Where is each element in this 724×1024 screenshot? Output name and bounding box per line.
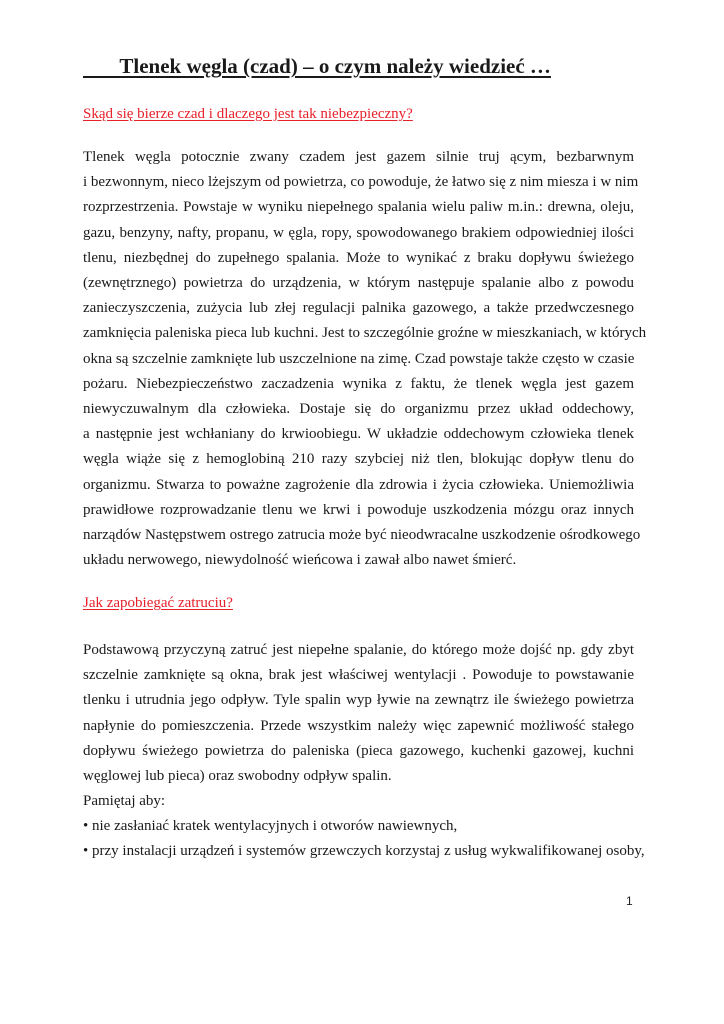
text-line: układu nerwowego, niewydolność wieńcowa i zawał albo nawet śmierć.: [83, 552, 517, 569]
text-line: a następnie jest wchłaniany do krwioobiegu. W układzie oddechowym człowieka tlenek: [83, 426, 634, 443]
text-line: dopływu świeżego powietrza do paleniska (pieca gazowego, kuchenki gazowej, kuchni: [83, 742, 634, 759]
text-line: rozprzestrzenia. Powstaje w wyniku niepełnego spalania wielu paliw m.in.: drewna, oleju,: [83, 199, 634, 216]
text-line: zanieczyszczenia, zużycia lub złej regulacji palnika gazowego, a także przedwczesnego: [83, 300, 634, 317]
paragraph-prevention: [83, 638, 634, 789]
bullet-item: • nie zasłaniać kratek wentylacyjnych i otworów nawiewnych,: [83, 818, 458, 834]
text-line: zamknięcia paleniska pieca lub kuchni. Jest to szczególnie groźne w mieszkaniach, w których: [83, 325, 647, 342]
text-line: prawidłowe rozprowadzanie tlenu we krwi i powoduje uszkodzenia mózgu oraz innych: [83, 501, 634, 518]
document-title: Tlenek węgla (czad) – o czym należy wiedzieć …: [83, 54, 551, 78]
text-line: węglowej lub pieca) oraz swobodny odpływ spalin.: [83, 768, 392, 785]
text-line: (zewnętrznego) powietrza do urządzenia, w którym następuje spalanie albo z powodu: [83, 275, 634, 292]
text-line: szczelnie zamknięte są okna, brak jest właściwej wentylacji . Powoduje to powstawanie: [83, 667, 634, 684]
text-line: Tlenek węgla potocznie zwany czadem jest gazem silnie truj ącym, bezbarwnym: [83, 149, 634, 165]
text-line: pożaru. Niebezpieczeństwo zaczadzenia wynika z faktu, że tlenek węgla jest gazem: [83, 375, 634, 392]
text-line: okna są szczelnie zamknięte lub uszczelnione na zimę. Czad powstaje także często w czasie: [83, 350, 635, 367]
text-line: Podstawową przyczyną zatruć jest niepełne spalanie, do którego może dojść np. gdy zbyt: [83, 642, 634, 658]
text-line: narządów Następstwem ostrego zatrucia może być nieodwracalne uszkodzenie ośrodkowego: [83, 527, 641, 544]
page-number: 1: [626, 894, 633, 908]
text-line: tlenku i utrudnia jego odpływ. Tyle spalin wyp ływie na zewnątrz ile świeżego powietrza: [83, 692, 634, 709]
text-line: węgla wiąże się z hemoglobiną 210 razy szybciej niż tlen, blokując dopływ tlenu do: [83, 451, 634, 468]
text-line: napłynie do pomieszczenia. Przede wszystkim należy więc zapewnić możliwość stałego: [83, 717, 634, 734]
paragraph-origin: [83, 145, 647, 573]
section-heading-origin: Skąd się bierze czad i dlaczego jest tak niebezpieczny?: [83, 106, 413, 122]
text-line: i bezwonnym, nieco lżejszym od powietrza, co powoduje, że łatwo się z nim miesza i w nim: [83, 174, 639, 191]
remember-label: Pamiętaj aby:: [83, 793, 166, 809]
text-line: niewyczuwalnym dla człowieka. Dostaje się do organizmu przez układ oddechowy,: [83, 401, 634, 418]
text-line: organizmu. Stwarza to poważne zagrożenie dla zdrowia i życia człowieka. Uniemożliwia: [83, 476, 634, 493]
text-line: gazu, benzyny, nafty, propanu, w ęgla, ropy, spowodowanego brakiem odpowiedniej ilości: [83, 224, 634, 241]
section-heading-prevention: Jak zapobiegać zatruciu?: [83, 595, 233, 611]
text-line: tlenu, niezbędnej do zupełnego spalania. Może to wynikać z braku dopływu świeżego: [83, 249, 634, 266]
bullet-item: • przy instalacji urządzeń i systemów grzewczych korzystaj z usług wykwalifikowanej osoby,: [83, 843, 645, 859]
